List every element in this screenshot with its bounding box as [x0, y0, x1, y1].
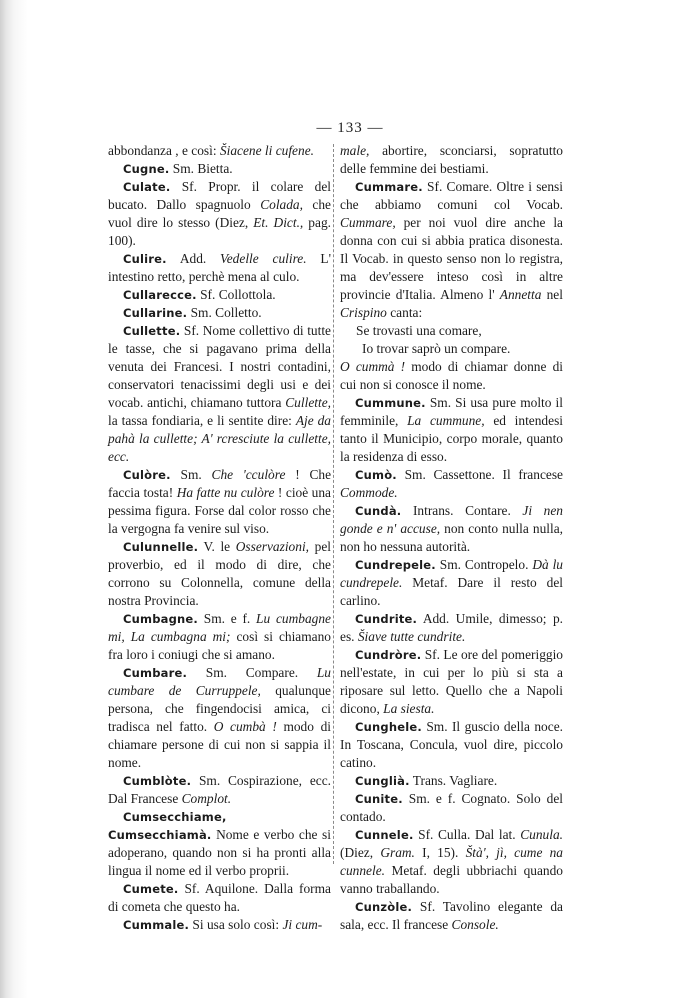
entry-text: la tassa fondiaria, e li sentite dire:	[108, 413, 296, 428]
continuation-text	[108, 142, 331, 160]
entry-text: abortire, sconciarsi, sopratutto delle femmine dei bestiami.	[340, 143, 563, 176]
entry-text: Io trovar saprò un compare.	[362, 341, 511, 356]
entry-text: Sf. Le ore del pomeriggio nell'estate, in cui per lo più si sta a riposare sul letto. Quello che a Napoli dicono,	[340, 647, 563, 716]
entry-text: Sm. Il guscio della noce. In Toscana, Concula, vuol dire, piccolo catino.	[340, 719, 563, 770]
entry-text: V. le	[198, 539, 236, 554]
entry-text: pag. 100).	[108, 215, 331, 248]
italic-text: male,	[340, 143, 370, 158]
italic-text: Cullette,	[285, 395, 331, 410]
entry-headword: Cumsecchiame, Cumsecchiamà.	[108, 810, 227, 842]
entry-text: Sm.	[170, 467, 212, 482]
entry-text: (Diez,	[340, 845, 381, 860]
entry-headword: Cumete.	[123, 882, 179, 896]
entry-headword: Cunzòle.	[355, 900, 413, 914]
italic-text: O cummà !	[340, 359, 406, 374]
entry-text: nel	[541, 287, 563, 302]
entry-text: Sm. Bietta.	[169, 161, 233, 176]
dictionary-entry	[108, 610, 331, 664]
right-column	[340, 142, 563, 934]
italic-text: Šiave tutte cundrite.	[357, 629, 466, 644]
entry-headword: Cugne.	[123, 162, 170, 176]
entry-text: che vuol dire lo stesso (Diez,	[108, 197, 331, 230]
entry-text: Si usa solo così:	[189, 917, 283, 932]
italic-text: Šiacene li cufene.	[219, 143, 314, 158]
entry-text: I, 15).	[414, 845, 466, 860]
entry-text: Sm. Contropelo.	[435, 557, 533, 572]
entry-headword: Cundrepele.	[355, 558, 436, 572]
entry-text: Trans. Vagliare.	[409, 773, 498, 788]
entry-text: modo di chiamar donne di cui non si conosce il nome.	[340, 359, 563, 392]
entry-headword: Cullette.	[123, 324, 181, 338]
italic-text: La cummune,	[407, 413, 485, 428]
entry-text: L' intestino retto, perchè mena al culo.	[108, 251, 331, 284]
dictionary-entry	[340, 826, 563, 898]
dictionary-entry	[340, 718, 563, 772]
entry-text: Sm. Cassettone. Il francese	[396, 467, 563, 482]
entry-headword: Cundà.	[355, 504, 402, 518]
dictionary-entry	[340, 898, 563, 934]
entry-headword: Cummune.	[355, 396, 426, 410]
entry-text: Sm. Colletto.	[187, 305, 262, 320]
entry-headword: Cullarine.	[123, 306, 188, 320]
dictionary-entry	[108, 322, 331, 466]
dictionary-entry	[108, 286, 331, 304]
entry-headword: Culire.	[123, 252, 167, 266]
entry-headword: Culòre.	[123, 468, 171, 482]
italic-text: La siesta.	[383, 701, 435, 716]
entry-text: ! cioè una pessima figura. Forse dal color rosso che la vergogna fa venire sul viso.	[108, 485, 332, 536]
italic-text: Dà lu cundrepele.	[340, 557, 563, 590]
italic-text: Aje da pahà la cullette; A' rcresciute la cullette, ecc.	[108, 413, 331, 464]
entry-text: abbondanza , e così:	[108, 143, 220, 158]
italic-text: Ji nen gonde e n' accuse,	[340, 503, 563, 536]
dictionary-entry	[108, 250, 331, 286]
dictionary-entry	[108, 538, 331, 610]
dictionary-entry	[340, 646, 563, 718]
dictionary-entry	[108, 304, 331, 322]
entry-text: modo di chiamare persone di cui non si sappia il nome.	[108, 719, 331, 770]
entry-text: Sm. Cospirazione, ecc. Dal Francese	[108, 773, 331, 806]
dictionary-entry	[108, 880, 331, 916]
entry-headword: Cunghele.	[355, 720, 422, 734]
dictionary-entry	[340, 790, 563, 826]
entry-text: Sf. Aquilone. Dalla forma di cometa che questo ha.	[108, 881, 331, 914]
entry-text: Metaf. Dare il resto del carlino.	[340, 575, 563, 608]
dictionary-entry	[108, 916, 331, 934]
entry-text: non conto nulla nulla, non ho nessuna autorità.	[340, 521, 563, 554]
entry-headword: Cunnele.	[355, 828, 414, 842]
entry-headword: Cumblòte.	[123, 774, 192, 788]
entry-text: Sm. e f.	[198, 611, 257, 626]
entry-text: ! Che faccia tosta!	[108, 467, 332, 500]
entry-text: Intrans. Contare.	[401, 503, 523, 518]
entry-text: Sf. Nome collettivo di tutte le tasse, che si pagavano prima della venuta dei Francesi. I nostri contadini, conservatori tenacissimi degli usi e dei vocab. antichi, chiamano tuttora	[108, 323, 331, 410]
entry-text: Se trovasti una comare,	[356, 323, 482, 338]
italic-text: Console.	[451, 917, 499, 932]
dictionary-entry	[340, 610, 563, 646]
entry-headword: Cummale.	[123, 918, 190, 932]
dictionary-entry	[108, 772, 331, 808]
page-number: — 133 —	[316, 120, 384, 136]
entry-text: Add. Umile, dimesso; p. es.	[340, 611, 563, 644]
entry-headword: Cundrite.	[355, 612, 418, 626]
dictionary-entry	[108, 466, 331, 538]
italic-text: Vedelle culire.	[220, 251, 307, 266]
dictionary-entry	[340, 178, 563, 322]
dictionary-entry	[108, 178, 331, 250]
dictionary-entry	[340, 556, 563, 610]
italic-text: Et. Dict.,	[253, 215, 304, 230]
entry-headword: Cundròre.	[355, 648, 422, 662]
entry-text: Sm. e f. Cognato. Solo del contado.	[340, 791, 563, 824]
continuation-text	[340, 142, 563, 178]
entry-headword: Cumbare.	[123, 666, 188, 680]
entry-text: Sm. Compare.	[187, 665, 317, 680]
verse-line	[340, 340, 563, 358]
italic-text: Osservazioni,	[235, 539, 310, 554]
dictionary-entry	[108, 664, 331, 772]
italic-text: Lu cumbagne mi, La cumbagna mi;	[108, 611, 331, 644]
italic-text: Colada,	[260, 197, 303, 212]
italic-text: Commode.	[340, 485, 398, 500]
entry-headword: Cullarecce.	[123, 288, 197, 302]
entry-text: qualunque persona, che fingendocisi amica, ci tradisca nel fatto.	[108, 683, 331, 734]
entry-headword: Culate.	[123, 180, 171, 194]
entry-text: Add.	[166, 251, 221, 266]
italic-text: Ji cum-	[282, 917, 323, 932]
left-column	[108, 142, 331, 934]
entry-headword: Cunglià.	[355, 774, 410, 788]
dictionary-entry	[108, 160, 331, 178]
entry-text: canta:	[386, 305, 423, 320]
entry-headword: Culunnelle.	[123, 540, 199, 554]
italic-text: Ha fatte nu culòre	[176, 485, 275, 500]
entry-text: Sf. Propr. il colare del bucato. Dallo spagnuolo	[108, 179, 331, 212]
scan-edge-shadow	[0, 0, 28, 998]
dictionary-entry	[108, 808, 331, 880]
entry-text: così si chiamano fra loro i coniugi che si amano.	[108, 629, 331, 662]
dictionary-entry	[340, 394, 563, 466]
italic-text: Cunula.	[520, 827, 563, 842]
italic-text: Lu cumbare de Curruppele,	[108, 665, 331, 698]
dictionary-entry	[340, 772, 563, 790]
dictionary-entry	[340, 466, 563, 502]
entry-text: Sf. Comare. Oltre i sensi che abbiamo comuni col Vocab.	[340, 179, 563, 212]
entry-text: Nome e verbo che si adoperano, quando non si ha pronti alla lingua il nome ed il verbo proprii.	[108, 827, 331, 878]
entry-text: Sf. Culla. Dal lat.	[413, 827, 521, 842]
entry-text: Sf. Tavolino elegante da sala, ecc. Il francese	[340, 899, 563, 932]
verse-line	[340, 322, 563, 340]
italic-text: Che 'cculòre	[211, 467, 286, 482]
italic-text: Complot.	[181, 791, 232, 806]
italic-text: Gram.	[380, 845, 415, 860]
entry-headword: Cumbagne.	[123, 612, 198, 626]
column-divider	[333, 144, 334, 864]
italic-text: O cumbà !	[213, 719, 277, 734]
entry-text: ed intendesi tanto il Municipio, corpo morale, quanto la residenza di esso.	[340, 413, 563, 464]
entry-text: pel proverbio, ed il modo di dire, che corrono su Colonnella, comune della nostra Provincia.	[108, 539, 331, 608]
continuation-text	[340, 358, 563, 394]
italic-text: Annetta	[499, 287, 542, 302]
dictionary-entry	[340, 502, 563, 556]
entry-text: Sf. Collottola.	[196, 287, 276, 302]
italic-text: Crispino	[340, 305, 387, 320]
entry-text: Metaf. degli ubbriachi quando vanno traballando.	[340, 863, 563, 896]
entry-headword: Cummare.	[355, 180, 423, 194]
entry-headword: Cumò.	[355, 468, 397, 482]
entry-headword: Cunite.	[355, 792, 403, 806]
entry-text: Sm. Si usa pure molto il femminile,	[340, 395, 563, 428]
italic-text: Cummare,	[340, 215, 396, 230]
entry-text: per noi vuol dire anche la donna con cui si abbia pratica disonesta. Il Vocab. in questo senso non lo registra, ma dev'essere inteso così in altre provincie d'Italia. Almeno l'	[340, 215, 563, 302]
italic-text: Štà', jì, cume na cunnele.	[340, 845, 564, 878]
